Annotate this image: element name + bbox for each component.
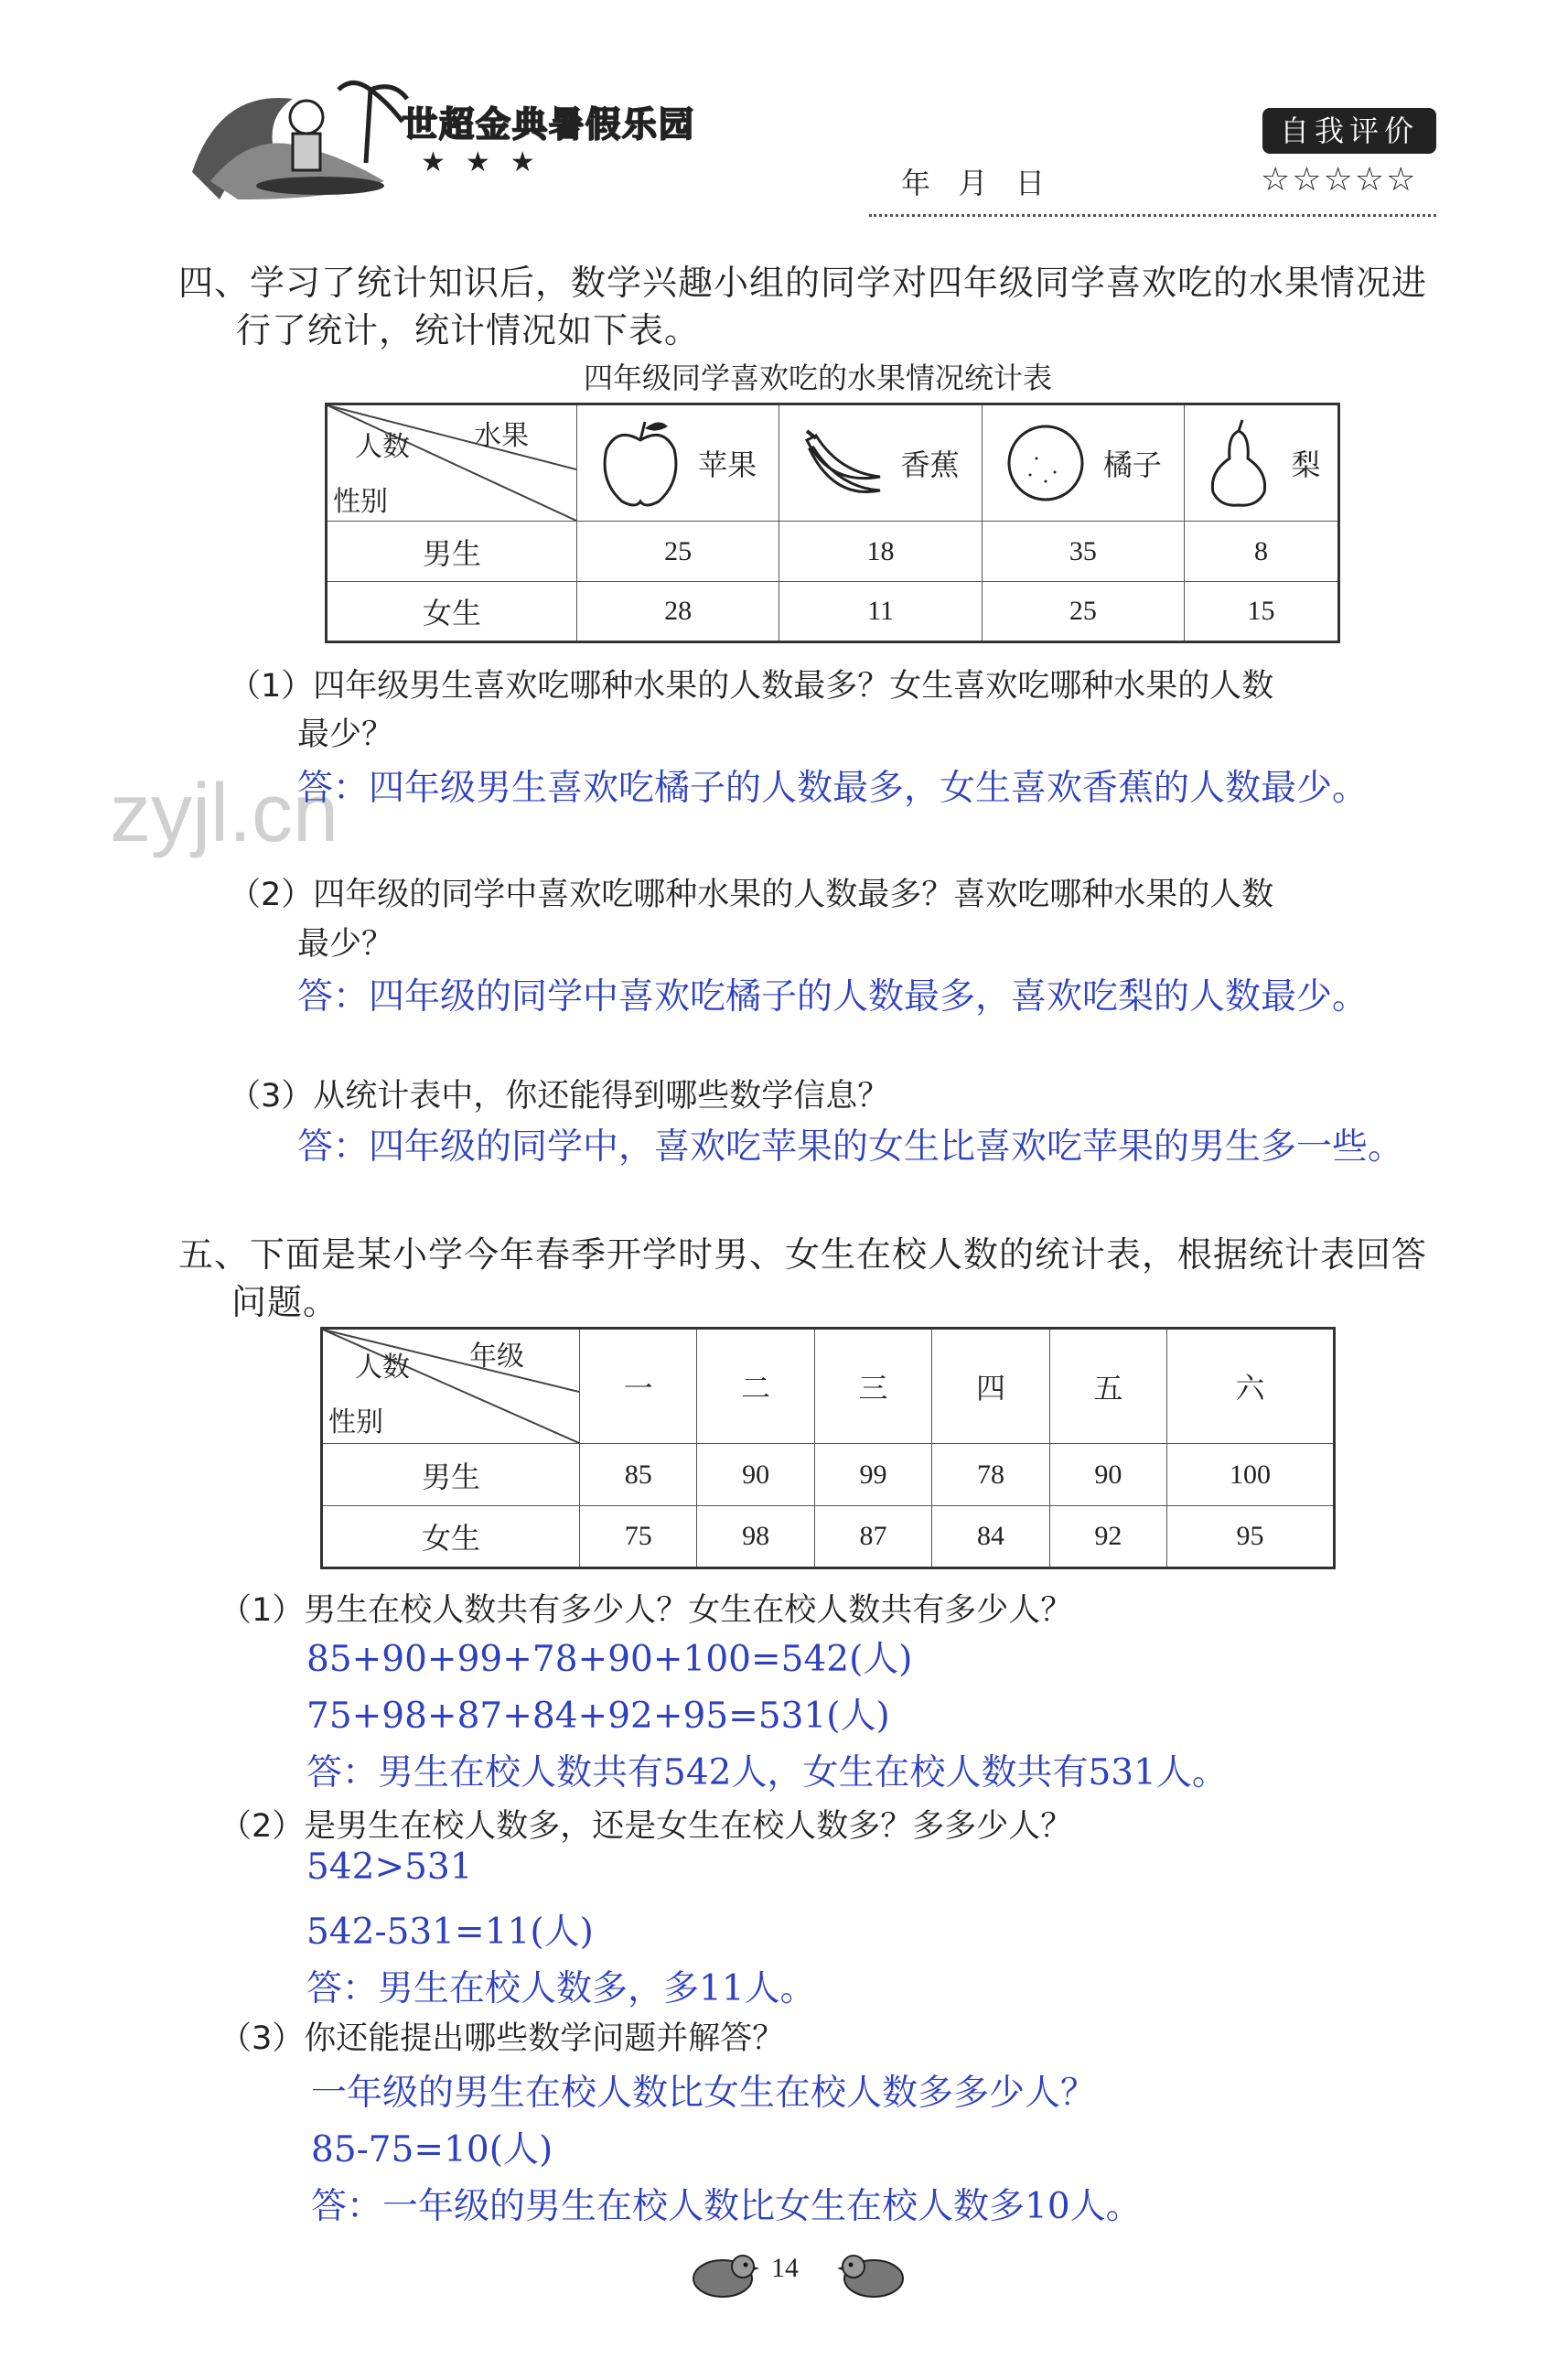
cell: 18: [779, 522, 982, 582]
enrollment-stat-table: [320, 1327, 1336, 1569]
apple-icon: [599, 417, 682, 509]
s4-a2: 答：四年级的同学中喜欢吃橘子的人数最多，喜欢吃梨的人数最少。: [297, 976, 1369, 1018]
bird-right-icon: [837, 2246, 910, 2305]
row-label-boys: 男生: [327, 522, 577, 582]
grade-header: 二: [697, 1329, 814, 1444]
row-label-boys: 男生: [322, 1444, 580, 1506]
fruit-table-corner: [327, 404, 577, 522]
corner-bottom-left: 性别: [328, 1406, 383, 1438]
row-label-girls: 女生: [327, 582, 577, 642]
cell: 25: [577, 522, 779, 582]
s5-q3: （3）你还能提出哪些数学问题并解答？: [220, 2020, 785, 2057]
s4-q1-line1: （1）四年级男生喜欢吃哪种水果的人数最多？女生喜欢吃哪种水果的人数: [229, 668, 1274, 705]
grade-header: 一: [580, 1329, 697, 1444]
watermark: zyjl.cn: [110, 768, 339, 859]
s4-q2-line1: （2）四年级的同学中喜欢吃哪种水果的人数最多？喜欢吃哪种水果的人数: [229, 877, 1274, 913]
cell: 11: [779, 582, 982, 642]
cell: 78: [932, 1444, 1049, 1506]
s5-a1: 答：男生在校人数共有542人，女生在校人数共有531人。: [306, 1752, 1228, 1793]
s4-q3: （3）从统计表中，你还能得到哪些数学信息？: [229, 1078, 890, 1115]
section5-intro-line1: 五、下面是某小学今年春季开学时男、女生在校人数的统计表，根据统计表回答: [178, 1234, 1428, 1275]
s5-a3: 答：一年级的男生在校人数比女生在校人数多10人。: [311, 2186, 1142, 2227]
fruit-header-orange: [982, 404, 1184, 522]
cell: 85: [580, 1444, 697, 1506]
date-label: 年 月 日: [901, 166, 1046, 200]
section4-intro-line1: 四、学习了统计知识后，数学兴趣小组的同学对四年级同学喜欢吃的水果情况进: [178, 263, 1428, 303]
s5-q2-calc1: 542>531: [306, 1847, 473, 1888]
cell: 28: [577, 582, 779, 642]
fruit-header-banana: [779, 404, 982, 522]
row-label-girls: 女生: [322, 1506, 580, 1568]
table-row: [322, 1444, 1335, 1506]
pear-icon: [1202, 417, 1275, 509]
s5-q2-calc2: 542-531=11(人): [306, 1912, 594, 1953]
fruit-name-apple: 苹果: [698, 447, 757, 482]
fruit-name-pear: 梨: [1291, 447, 1321, 482]
cell: 87: [814, 1506, 931, 1568]
table-row: [327, 522, 1339, 582]
fruit-header-apple: [577, 404, 779, 522]
s4-q2-line2: 最少？: [297, 926, 394, 963]
cell: 15: [1185, 582, 1339, 642]
section5-intro-line2: 问题。: [231, 1282, 339, 1322]
s4-a3: 答：四年级的同学中，喜欢吃苹果的女生比喜欢吃苹果的男生多一些。: [297, 1126, 1404, 1168]
corner-top-right: 年级: [469, 1341, 524, 1373]
bird-left-icon: [686, 2246, 759, 2305]
s5-q1-calc2: 75+98+87+84+92+95=531(人): [306, 1696, 890, 1737]
grade-header: 五: [1049, 1329, 1166, 1444]
brand-title: [403, 96, 768, 178]
brand-stars-decor: ★★★: [421, 146, 555, 178]
cell: 84: [932, 1506, 1049, 1568]
orange-icon: [1004, 422, 1087, 504]
corner-bottom-left: 性别: [333, 486, 388, 518]
self-evaluation-label: 自我评价: [1279, 113, 1419, 148]
cell: 75: [580, 1506, 697, 1568]
page-number: 14: [771, 2253, 799, 2283]
header-divider: [869, 214, 1436, 217]
banana-icon: [802, 422, 885, 504]
cell: 90: [697, 1444, 814, 1506]
section4-table-title: 四年级同学喜欢吃的水果情况统计表: [584, 361, 1053, 395]
cell: 92: [1049, 1506, 1166, 1568]
cell: 100: [1167, 1444, 1335, 1506]
fruit-name-orange: 橘子: [1102, 447, 1162, 482]
table-row: [322, 1506, 1335, 1568]
corner-middle: 人数: [355, 1352, 410, 1384]
s4-a1: 答：四年级男生喜欢吃橘子的人数最多，女生喜欢香蕉的人数最少。: [297, 768, 1369, 809]
cell: 99: [814, 1444, 931, 1506]
header-illustration: [183, 62, 421, 209]
rating-stars[interactable]: ☆☆☆☆☆: [1261, 161, 1418, 199]
grade-header: 四: [932, 1329, 1049, 1444]
section4-intro-line2: 行了统计，统计情况如下表。: [236, 310, 701, 350]
s4-q1-line2: 最少？: [297, 716, 394, 753]
s5-q1: （1）男生在校人数共有多少人？女生在校人数共有多少人？: [220, 1592, 1073, 1629]
fruit-name-banana: 香蕉: [900, 447, 960, 482]
s5-a2: 答：男生在校人数多，多11人。: [306, 1968, 816, 2009]
corner-top-right: 水果: [474, 420, 529, 452]
enrollment-table-corner: [322, 1329, 580, 1444]
corner-middle: 人数: [355, 431, 410, 463]
s5-q1-calc1: 85+90+99+78+90+100=542(人): [306, 1639, 913, 1680]
cell: 95: [1167, 1506, 1335, 1568]
cell: 25: [982, 582, 1184, 642]
grade-header: 六: [1167, 1329, 1335, 1444]
s5-q2: （2）是男生在校人数多，还是女生在校人数多？多多少人？: [220, 1808, 1073, 1845]
cell: 98: [697, 1506, 814, 1568]
grade-header: 三: [814, 1329, 931, 1444]
s5-q3-question: 一年级的男生在校人数比女生在校人数多多少人？: [311, 2073, 1097, 2114]
cell: 35: [982, 522, 1184, 582]
table-row: [327, 582, 1339, 642]
self-evaluation-badge: [1262, 108, 1436, 154]
cell: 90: [1049, 1444, 1166, 1506]
s5-q3-calc: 85-75=10(人): [311, 2129, 553, 2170]
brand-title-text: 世超金典暑假乐园: [403, 104, 696, 145]
cell: 8: [1185, 522, 1339, 582]
fruit-stat-table: [325, 403, 1340, 643]
fruit-header-pear: [1185, 404, 1339, 522]
